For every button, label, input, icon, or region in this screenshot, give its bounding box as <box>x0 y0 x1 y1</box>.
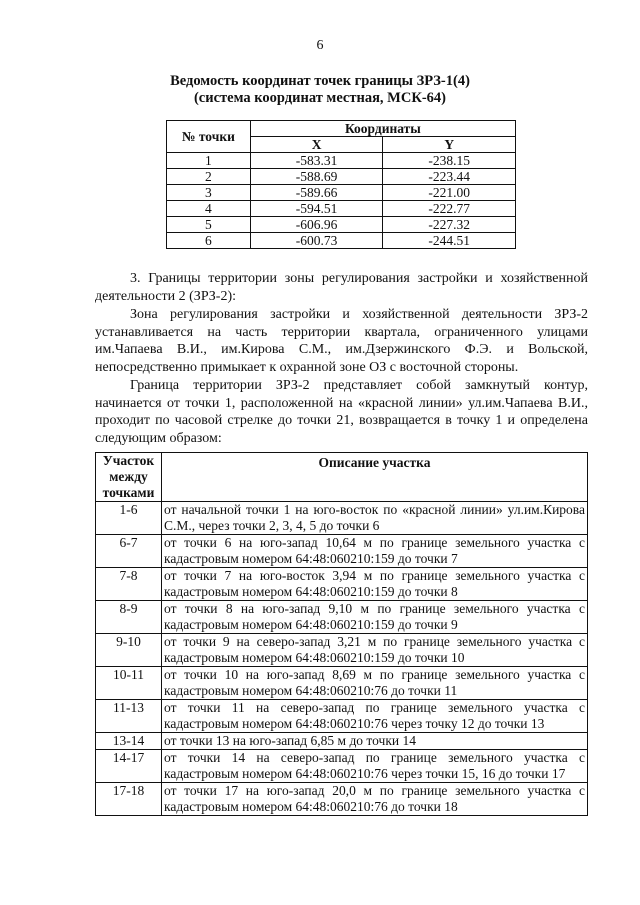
coord-x: -594.51 <box>250 201 383 217</box>
table-row <box>96 601 588 634</box>
boundary-description-table <box>95 452 588 816</box>
coord-x: -589.66 <box>250 185 383 201</box>
section-description: от точки 17 на юго-запад 20,0 м по границе земельного участка с кадастровым номером 64:48:060210:76 до точки 18 <box>162 783 588 816</box>
section-id: 11-13 <box>96 700 162 733</box>
title-line-1: Ведомость координат точек границы ЗРЗ-1(4) <box>170 73 470 89</box>
table-row <box>167 201 516 217</box>
section-description: от точки 6 на юго-запад 10,64 м по границе земельного участка с кадастровым номером 64:48:060210:159 до точки 7 <box>162 535 588 568</box>
table-row <box>167 153 516 169</box>
section-description: от точки 10 на юго-запад 8,69 м по границе земельного участка с кадастровым номером 64:48:060210:76 до точки 11 <box>162 667 588 700</box>
document-title <box>0 73 640 107</box>
table-row <box>96 750 588 783</box>
coord-x: -600.73 <box>250 233 383 249</box>
table-row <box>167 185 516 201</box>
table-row <box>96 568 588 601</box>
header-section <box>96 453 162 502</box>
header-section-line-3: точками <box>102 485 155 500</box>
table-row <box>96 700 588 733</box>
table-row <box>96 502 588 535</box>
section-description: от точки 11 на северо-запад по границе земельного участка с кадастровым номером 64:48:060210:76 через точку 12 до точки 13 <box>162 700 588 733</box>
section-id: 9-10 <box>96 634 162 667</box>
point-number: 5 <box>167 217 251 233</box>
paragraph-zone-description: Зона регулирования застройки и хозяйственной деятельности ЗРЗ-2 устанавливается на часть территории квартала, ограниченного улицами им.Чапаева В.И., им.Кирова С.М., им.Дзержинского Ф.Э. и Вольской, непосредственно примыкает к охранной зоне ОЗ с восточной стороны. <box>95 307 588 375</box>
coord-y: -244.51 <box>383 233 516 249</box>
header-section-line-1: Участок <box>102 453 155 468</box>
section-id: 8-9 <box>96 601 162 634</box>
section-id: 7-8 <box>96 568 162 601</box>
section-id: 17-18 <box>96 783 162 816</box>
point-number: 1 <box>167 153 251 169</box>
header-description: Описание участка <box>162 453 588 502</box>
title-line-2: (система координат местная, МСК-64) <box>193 90 447 106</box>
point-number: 4 <box>167 201 251 217</box>
section-description: от точки 9 на северо-запад 3,21 м по границе земельного участка с кадастровым номером 64:48:060210:159 до точки 10 <box>162 634 588 667</box>
section-description: от точки 14 на северо-запад по границе земельного участка с кадастровым номером 64:48:060210:76 через точки 15, 16 до точки 17 <box>162 750 588 783</box>
section-id: 14-17 <box>96 750 162 783</box>
table-row <box>96 733 588 750</box>
header-x: X <box>250 137 383 153</box>
coord-y: -221.00 <box>383 185 516 201</box>
table-row <box>96 783 588 816</box>
table-row <box>96 634 588 667</box>
section-description: от точки 7 на юго-восток 3,94 м по границе земельного участка с кадастровым номером 64:48:060210:159 до точки 8 <box>162 568 588 601</box>
section-description: от начальной точки 1 на юго-восток по «красной линии» ул.им.Кирова С.М., через точки 2, 3, 4, 5 до точки 6 <box>162 502 588 535</box>
header-section-line-2: между <box>109 469 148 484</box>
coord-y: -238.15 <box>383 153 516 169</box>
coordinates-table <box>166 120 516 249</box>
section-id: 10-11 <box>96 667 162 700</box>
table-row <box>96 667 588 700</box>
paragraph-boundary-description: Граница территории ЗРЗ-2 представляет собой замкнутый контур, начинается от точки 1, расположенной на «красной линии» ул.им.Чапаева В.И., проходит по часовой стрелке до точки 21, возвращается в точку 1 и определена следующим образом: <box>95 378 588 446</box>
section-description: от точки 13 на юго-запад 6,85 м до точки 14 <box>162 733 588 750</box>
table-row <box>167 233 516 249</box>
header-y: Y <box>383 137 516 153</box>
section-id: 13-14 <box>96 733 162 750</box>
header-point-number: № точки <box>167 121 251 153</box>
coord-y: -223.44 <box>383 169 516 185</box>
point-number: 6 <box>167 233 251 249</box>
table-row <box>167 169 516 185</box>
body-text <box>95 270 588 447</box>
coord-y: -222.77 <box>383 201 516 217</box>
section-description: от точки 8 на юго-запад 9,10 м по границе земельного участка с кадастровым номером 64:48:060210:159 до точки 9 <box>162 601 588 634</box>
section-id: 6-7 <box>96 535 162 568</box>
point-number: 3 <box>167 185 251 201</box>
coord-x: -583.31 <box>250 153 383 169</box>
header-coordinates: Координаты <box>250 121 515 137</box>
paragraph-zone-heading: 3. Границы территории зоны регулирования застройки и хозяйственной деятельности 2 (ЗРЗ-2): <box>95 271 588 304</box>
table-row <box>167 217 516 233</box>
coord-x: -606.96 <box>250 217 383 233</box>
section-id: 1-6 <box>96 502 162 535</box>
table-row <box>96 535 588 568</box>
page-number: 6 <box>316 38 324 53</box>
coord-x: -588.69 <box>250 169 383 185</box>
point-number: 2 <box>167 169 251 185</box>
coord-y: -227.32 <box>383 217 516 233</box>
